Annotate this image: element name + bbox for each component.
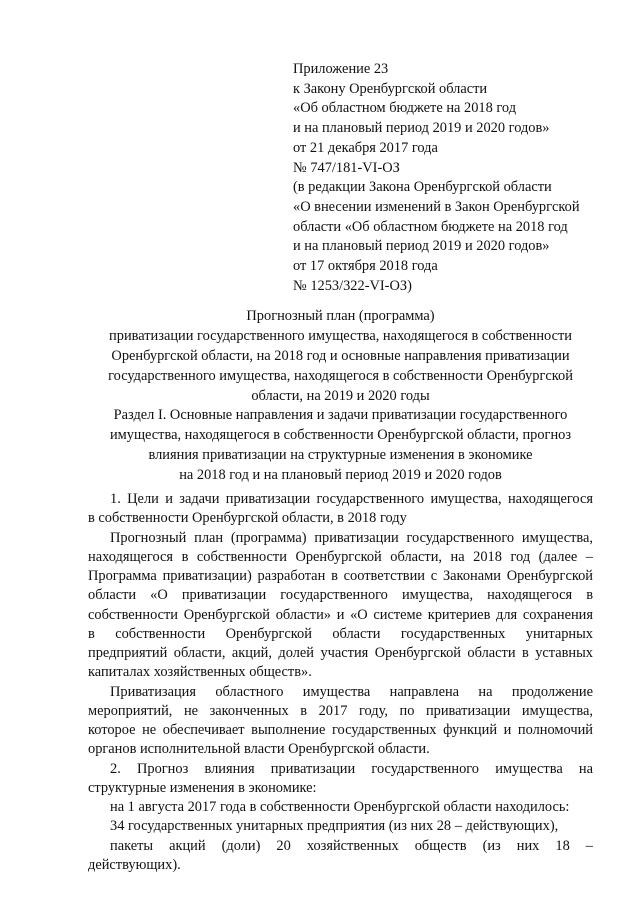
body-line: пакеты акций (доли) 20 хозяйственных обществ (из них 18 – [110,837,593,854]
body-text [88,490,593,875]
body-line: капиталах хозяйственных обществ». [88,664,312,681]
appendix-line: № 747/181-VI-ОЗ [293,159,400,176]
body-line: Программа приватизации) разработан в соответствии с Законами Оренбургской [88,568,593,584]
title-line: государственного имущества, находящегося в собственности Оренбургской [108,367,573,384]
section-heading-line: влияния приватизации на структурные изменения в экономике [148,446,533,463]
appendix-line: «Об областном бюджете на 2018 год [293,100,517,117]
body-line: структурные изменения в экономике: [88,779,317,796]
body-line: которое не обеспечивает выполнение государственных функций и полномочий [88,722,593,738]
appendix-line: к Закону Оренбургской области [293,80,488,97]
body-line: собственности Оренбургской области» и «О системе критериев для сохранения [88,606,593,623]
body-line: Приватизация областного имущества направлена на продолжение [110,683,593,700]
body-line: мероприятий, не законченных в 2017 году, по приватизации имущества, [88,702,593,719]
body-line: 34 государственных унитарных предприятия (из них 28 – действующих), [110,818,559,835]
title-line: приватизации государственного имущества, находящегося в собственности [109,327,572,344]
title-line: Оренбургской области, на 2018 год и основные направления приватизации [111,347,570,364]
appendix-line: от 21 декабря 2017 года [293,139,438,156]
section-heading-line: Раздел I. Основные направления и задачи приватизации государственного [113,407,568,423]
appendix-header [293,60,580,296]
title-line: области, на 2019 и 2020 годы [251,387,430,404]
body-line: области «О приватизации государственного имущества, находящегося в [88,587,593,604]
appendix-line: Приложение 23 [293,61,389,77]
section-heading-line: на 2018 год и на плановый период 2019 и 2020 годов [179,466,502,483]
body-line: 1. Цели и задачи приватизации государственного имущества, находящегося [110,491,593,507]
body-line: предприятий области, акций, долей участия Оренбургской области в уставных [88,645,593,661]
title-line: Прогнозный план (программа) [246,308,435,324]
body-line: находящегося в собственности Оренбургской области, на 2018 год (далее – [88,548,593,565]
appendix-line: области «Об областном бюджете на 2018 год [293,218,568,235]
body-line: действующих). [88,856,181,873]
appendix-line: и на плановый период 2019 и 2020 годов» [293,120,550,137]
appendix-line: «О внесении изменений в Закон Оренбургской [293,198,580,215]
appendix-line: от 17 октября 2018 года [293,258,438,275]
body-line: органов исполнительной власти Оренбургской области. [88,741,430,758]
document-title [88,307,593,407]
body-line: в собственности Оренбургской области, в 2018 году [88,510,407,527]
section-heading-line: имущества, находящегося в собственности Оренбургской области, прогноз [109,426,572,443]
body-line: на 1 августа 2017 года в собственности Оренбургской области находилось: [110,799,570,815]
body-line: 2. Прогноз влияния приватизации государственного имущества на [110,760,593,777]
appendix-line: и на плановый период 2019 и 2020 годов» [293,238,550,255]
appendix-line: № 1253/322-VI-ОЗ) [293,277,412,294]
appendix-line: (в редакции Закона Оренбургской области [293,179,552,196]
section-heading [88,406,593,486]
body-line: в собственности Оренбургской области государственных унитарных [88,625,593,642]
body-line: Прогнозный план (программа) приватизации государственного имущества, [110,529,593,546]
